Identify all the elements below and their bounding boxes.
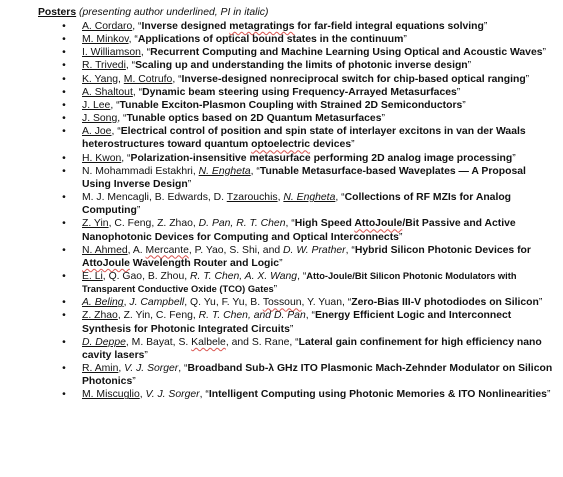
poster-item bbox=[60, 191, 555, 217]
poster-text-segment: ” bbox=[403, 34, 407, 46]
poster-text-segment: A. Cordaro bbox=[82, 21, 133, 32]
poster-item bbox=[60, 296, 555, 309]
poster-text-segment: ” bbox=[467, 60, 472, 72]
poster-text-segment: , bbox=[118, 363, 125, 375]
bullet-icon: • bbox=[62, 47, 66, 59]
poster-text-segment: ” bbox=[512, 152, 516, 164]
poster-text-segment: D. W. Prather bbox=[283, 244, 346, 256]
poster-text-segment: R. T. Chen, and D. Pan bbox=[198, 310, 306, 322]
poster-text-segment: M. J. Mencagli, B. Edwards, D. bbox=[82, 192, 227, 204]
poster-text-segment: Tunable Exciton-Plasmon Coupling with Strained 2D Semiconductors bbox=[119, 99, 463, 111]
poster-text-segment: Tunable optics based on 2D Quantum Metasurfaces bbox=[126, 113, 382, 125]
poster-item bbox=[60, 165, 555, 191]
poster-text-segment: Tunable Metasurface-based Waveplates — A Proposal Using Inverse Design bbox=[82, 165, 526, 190]
poster-text-segment: Electrical control of position and spin state of interlayer excitons in van der Waals heterostructures toward quantum bbox=[82, 126, 526, 151]
poster-text-segment: , “ bbox=[285, 218, 295, 230]
poster-text-segment: ” bbox=[398, 231, 403, 243]
bullet-icon: • bbox=[62, 21, 66, 32]
poster-text-segment: , “ bbox=[297, 270, 307, 282]
heading-note: (presenting author underlined, PI in italic) bbox=[76, 7, 269, 18]
poster-text-segment: Recurrent Computing and Machine Learning Using Optical and Acoustic Waves bbox=[150, 47, 543, 59]
poster-text-segment: devices bbox=[310, 139, 352, 151]
poster-text-segment: ” bbox=[538, 297, 543, 309]
poster-text-segment: A. Beling bbox=[82, 297, 124, 309]
poster-text-segment: , Y. Yuan, “ bbox=[301, 297, 352, 309]
poster-text-segment: Atto-Joule/Bit Silicon Photonic Modulators with Transparent Conductive Oxide (TCO) Gates bbox=[82, 270, 517, 295]
poster-text-segment: , “ bbox=[132, 86, 143, 98]
poster-text-segment: R. Trivedi bbox=[82, 60, 126, 72]
bullet-icon: • bbox=[62, 152, 66, 164]
poster-text-segment: K. Yang bbox=[82, 73, 119, 85]
bullet-icon: • bbox=[62, 218, 66, 230]
poster-text-segment: Zero-Bias III-V photodiodes on Silicon bbox=[351, 297, 539, 309]
poster-text-segment: Intelligent Computing using Photonic Memories & ITO Nonlinearities bbox=[208, 389, 547, 401]
poster-text-segment: , Z. Yin, C. Feng, bbox=[117, 310, 199, 322]
poster-text-segment: Hybrid Silicon Photonic Devices for bbox=[354, 244, 531, 256]
poster-text-segment: ” bbox=[525, 73, 530, 85]
poster-text-segment: N. Ahmed bbox=[82, 244, 128, 256]
poster-item bbox=[60, 59, 555, 72]
bullet-icon: • bbox=[62, 126, 66, 138]
poster-text-segment: ” bbox=[273, 284, 278, 296]
poster-item bbox=[60, 46, 555, 59]
poster-text-segment: , bbox=[277, 192, 284, 204]
poster-text-segment: M. Cotrufo bbox=[123, 73, 173, 85]
poster-text-segment: , bbox=[118, 73, 124, 85]
poster-item bbox=[60, 362, 555, 388]
poster-text-segment: Tossoun bbox=[262, 297, 302, 309]
poster-item bbox=[60, 86, 555, 99]
poster-text-segment: , “ bbox=[125, 60, 136, 72]
poster-text-segment: for far-field integral equations solving bbox=[294, 21, 484, 32]
poster-text-segment: , and S. Rane, “ bbox=[225, 336, 299, 348]
poster-text-segment: A. Shaltout bbox=[82, 86, 133, 98]
poster-text-segment: , “ bbox=[121, 152, 131, 164]
bullet-icon: • bbox=[62, 297, 66, 309]
poster-text-segment: optoelectric bbox=[251, 139, 311, 151]
poster-text-segment: , “ bbox=[345, 244, 355, 256]
poster-text-segment: ” bbox=[187, 178, 192, 190]
poster-text-segment: D. Deppe bbox=[82, 336, 126, 348]
poster-text-segment: Broadband Sub-λ GHz ITO Plasmonic Mach-Zehnder Modulator on Silicon Photonics bbox=[82, 363, 553, 388]
poster-text-segment: Dynamic beam steering using Frequency-Arrayed Metasurfaces bbox=[142, 86, 457, 98]
poster-text-segment: Lateral gain confinement for high efficiency nano cavity lasers bbox=[82, 336, 542, 361]
poster-item bbox=[60, 270, 555, 296]
poster-text-segment: ” bbox=[136, 205, 141, 217]
poster-text-segment: , “ bbox=[110, 99, 120, 111]
poster-text-segment: Collections of RF MZIs for Analog Computing bbox=[82, 192, 512, 217]
poster-text-segment: , “ bbox=[117, 113, 127, 125]
poster-text-segment: ” bbox=[289, 323, 294, 335]
poster-text-segment: , P. Yao, S. Shi, and bbox=[188, 244, 284, 256]
poster-text-segment: , “ bbox=[199, 389, 209, 401]
poster-text-segment: D. Pan, R. T. Chen bbox=[198, 218, 286, 230]
poster-item bbox=[60, 152, 555, 165]
poster-text-segment: Z. Yin bbox=[82, 218, 109, 230]
heading-title: Posters bbox=[38, 7, 77, 18]
poster-text-segment: , “ bbox=[111, 126, 121, 138]
poster-item bbox=[60, 388, 555, 401]
bullet-icon: • bbox=[62, 34, 66, 46]
poster-text-segment: , “ bbox=[140, 47, 151, 59]
poster-text-segment: , “ bbox=[335, 192, 345, 204]
bullet-icon: • bbox=[62, 73, 66, 85]
poster-text-segment: , bbox=[139, 389, 146, 401]
poster-text-segment: N. Engheta bbox=[198, 165, 251, 177]
poster-text-segment: ” bbox=[462, 99, 466, 111]
poster-text-segment: R. Amin bbox=[82, 363, 119, 375]
poster-text-segment: Wavelength Router and Logic bbox=[129, 257, 280, 269]
poster-text-segment: , Q. Yu, F. Yu, B. bbox=[184, 297, 263, 309]
poster-text-segment: ” bbox=[381, 113, 385, 125]
poster-text-segment: Tzarouchis bbox=[226, 192, 278, 204]
poster-text-segment: J. Lee bbox=[82, 99, 111, 111]
poster-text-segment: ” bbox=[546, 389, 551, 401]
bullet-icon: • bbox=[62, 86, 66, 98]
poster-text-segment: , “ bbox=[172, 73, 182, 85]
poster-text-segment: I. Williamson bbox=[82, 47, 141, 59]
poster-text-segment: metagratings bbox=[229, 21, 295, 32]
poster-text-segment: M. Minkov bbox=[82, 34, 129, 46]
poster-item bbox=[60, 336, 555, 362]
bullet-icon: • bbox=[62, 336, 66, 348]
poster-text-segment: , Q. Gao, B. Zhou, bbox=[102, 270, 191, 282]
poster-item bbox=[60, 217, 555, 243]
poster-text-segment: Energy Efficient Logic and Interconnect Synthesis for Photonic Integrated Circuits bbox=[82, 310, 512, 335]
poster-item bbox=[60, 244, 555, 270]
poster-text-segment: ” bbox=[132, 376, 136, 388]
poster-item bbox=[60, 73, 555, 86]
poster-item bbox=[60, 20, 555, 33]
poster-text-segment: , A. bbox=[127, 244, 146, 256]
poster-text-segment: Inverse-designed nonreciprocal switch for chip-based optical ranging bbox=[181, 73, 526, 85]
posters-heading bbox=[38, 6, 555, 19]
poster-list bbox=[38, 20, 555, 402]
poster-text-segment: N. Mohammadi Estakhri, bbox=[82, 165, 199, 177]
bullet-icon: • bbox=[62, 60, 66, 72]
bullet-icon: • bbox=[62, 310, 66, 322]
poster-text-segment: M. Miscuglio bbox=[82, 389, 140, 401]
poster-text-segment: J. Song bbox=[82, 113, 118, 125]
poster-text-segment: ” bbox=[542, 47, 546, 59]
poster-text-segment: , “ bbox=[178, 363, 188, 375]
poster-item bbox=[60, 112, 555, 125]
poster-text-segment: V. J. Sorger bbox=[124, 363, 179, 375]
poster-text-segment: Applications of optical bound states in the continuum bbox=[137, 34, 404, 46]
poster-text-segment: Polarization-insensitive metasurface performing 2D analog image processing bbox=[130, 152, 513, 164]
poster-text-segment: , M. Bayat, S. bbox=[125, 336, 192, 348]
poster-text-segment: AttoJoule bbox=[82, 257, 130, 269]
poster-text-segment: ” bbox=[279, 257, 283, 269]
poster-text-segment: Inverse designed bbox=[141, 21, 230, 32]
poster-text-segment: A. Joe bbox=[82, 126, 112, 138]
bullet-icon: • bbox=[62, 363, 66, 375]
poster-item bbox=[60, 309, 555, 335]
poster-text-segment: Mercante bbox=[145, 244, 189, 256]
bullet-icon: • bbox=[62, 389, 66, 401]
poster-text-segment: /Bit Passive and Active Nanophotonic Devices for Computing and Optical Interconnects bbox=[82, 218, 516, 243]
bullet-icon: • bbox=[62, 99, 66, 111]
poster-text-segment: ” bbox=[456, 86, 461, 98]
poster-text-segment: H. Kwon bbox=[82, 152, 122, 164]
poster-text-segment: , “ bbox=[132, 21, 142, 32]
poster-text-segment: J. Campbell bbox=[129, 297, 185, 309]
poster-text-segment: , “ bbox=[128, 34, 138, 46]
poster-text-segment: E. Li bbox=[82, 270, 103, 282]
bullet-icon: • bbox=[62, 113, 66, 125]
poster-text-segment: R. T. Chen, A. X. Wang bbox=[190, 270, 298, 282]
poster-text-segment: , “ bbox=[305, 310, 315, 322]
bullet-icon: • bbox=[62, 270, 66, 282]
poster-text-segment: High Speed bbox=[294, 218, 355, 230]
poster-text-segment: Kalbele bbox=[191, 336, 226, 348]
poster-text-segment: AttoJoule bbox=[354, 218, 403, 230]
poster-text-segment: ” bbox=[483, 21, 488, 32]
bullet-icon: • bbox=[62, 244, 66, 256]
poster-text-segment: , C. Feng, Z. Zhao, bbox=[108, 218, 199, 230]
poster-text-segment: V. J. Sorger bbox=[145, 389, 200, 401]
poster-text-segment: Scaling up and understanding the limits of photonic inverse design bbox=[135, 60, 468, 72]
poster-text-segment: ” bbox=[351, 139, 355, 151]
bullet-icon: • bbox=[62, 165, 66, 177]
poster-item bbox=[60, 125, 555, 151]
bullet-icon: • bbox=[62, 192, 66, 204]
poster-text-segment: , bbox=[123, 297, 130, 309]
poster-text-segment: N. Engheta bbox=[283, 192, 336, 204]
poster-text-segment: ” bbox=[144, 349, 148, 361]
poster-text-segment: , “ bbox=[250, 165, 260, 177]
poster-item bbox=[60, 99, 555, 112]
poster-item bbox=[60, 33, 555, 46]
poster-text-segment: Z. Zhao bbox=[82, 310, 118, 322]
